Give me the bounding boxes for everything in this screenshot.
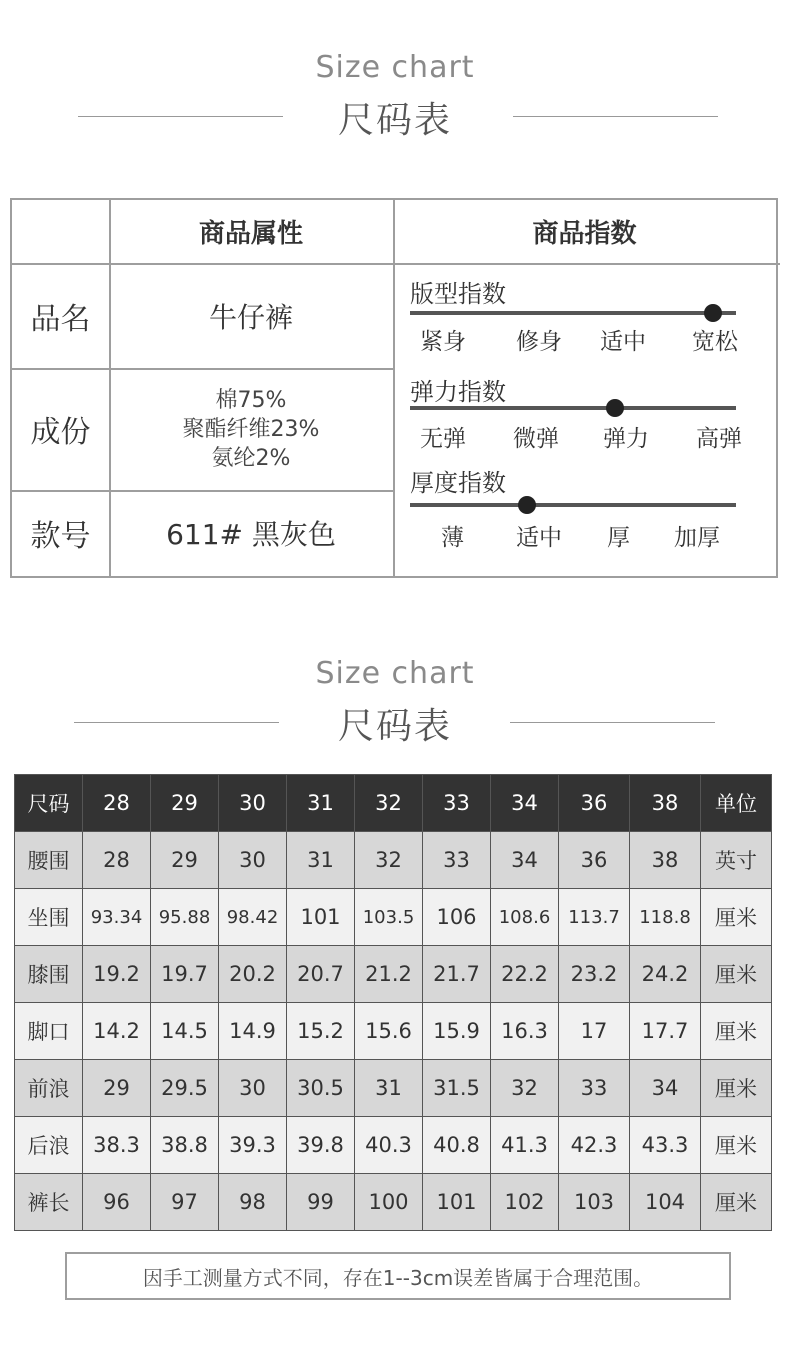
size-column-header: 32 <box>355 775 423 832</box>
measurement-value: 38.8 <box>151 1117 219 1174</box>
thickness-index-title: 厚度指数 <box>410 469 506 497</box>
measurement-value: 29.5 <box>151 1060 219 1117</box>
measurement-value: 103 <box>559 1174 630 1231</box>
size-chart-header-top <box>0 50 790 160</box>
measurement-value: 14.2 <box>83 1003 151 1060</box>
measurement-value: 104 <box>630 1174 701 1231</box>
measurement-value: 22.2 <box>491 946 559 1003</box>
table-row <box>15 1117 772 1174</box>
size-column-header: 28 <box>83 775 151 832</box>
composition-line: 氨纶2% <box>211 445 291 471</box>
elastic-index-title: 弹力指数 <box>410 378 506 406</box>
measurement-value: 14.5 <box>151 1003 219 1060</box>
header-divider-right <box>513 116 718 117</box>
measurement-name: 前浪 <box>15 1060 83 1117</box>
measurement-value: 29 <box>151 832 219 889</box>
elastic-index-label: 高弹 <box>696 426 742 452</box>
elastic-index-label: 微弹 <box>513 426 559 452</box>
fit-index-label: 宽松 <box>692 329 738 355</box>
elastic-index-label: 无弹 <box>420 426 466 452</box>
fit-index-title: 版型指数 <box>410 280 506 308</box>
size-chart-header-mid <box>0 656 790 766</box>
measurement-value: 32 <box>355 832 423 889</box>
thickness-index-label: 加厚 <box>674 525 720 551</box>
measurement-value: 101 <box>287 889 355 946</box>
measurement-value: 118.8 <box>630 889 701 946</box>
measurement-value: 98 <box>219 1174 287 1231</box>
fit-index-label: 修身 <box>516 329 562 355</box>
measurement-value: 21.2 <box>355 946 423 1003</box>
measurement-value: 16.3 <box>491 1003 559 1060</box>
measurement-value: 38.3 <box>83 1117 151 1174</box>
measurement-value: 36 <box>559 832 630 889</box>
measurement-value: 24.2 <box>630 946 701 1003</box>
measurement-value: 113.7 <box>559 889 630 946</box>
product-attribute-table <box>10 198 778 578</box>
size-column-header: 31 <box>287 775 355 832</box>
measurement-unit: 厘米 <box>701 946 772 1003</box>
measurement-value: 31 <box>287 832 355 889</box>
size-column-header: 34 <box>491 775 559 832</box>
header-divider-right <box>510 722 715 723</box>
measurement-name: 腰围 <box>15 832 83 889</box>
table-row <box>15 889 772 946</box>
measurement-value: 40.8 <box>423 1117 491 1174</box>
size-column-header: 36 <box>559 775 630 832</box>
measurement-value: 21.7 <box>423 946 491 1003</box>
table-row <box>15 1003 772 1060</box>
attr-value-name: 牛仔裤 <box>208 300 293 334</box>
header-title-en: Size chart <box>315 656 475 691</box>
attr-label-name: 品名 <box>30 301 91 337</box>
fit-index-label: 紧身 <box>420 329 466 355</box>
measurement-value: 31.5 <box>423 1060 491 1117</box>
measurement-value: 106 <box>423 889 491 946</box>
measurement-name: 裤长 <box>15 1174 83 1231</box>
thickness-index-label: 厚 <box>607 525 630 551</box>
measurement-value: 102 <box>491 1174 559 1231</box>
measurement-unit: 厘米 <box>701 889 772 946</box>
composition-line: 聚酯纤维23% <box>182 416 320 442</box>
size-table-header-row <box>15 775 772 832</box>
fit-index-bar <box>410 311 736 315</box>
measurement-name: 后浪 <box>15 1117 83 1174</box>
measurement-value: 33 <box>423 832 491 889</box>
measurement-value: 19.7 <box>151 946 219 1003</box>
measurement-value: 96 <box>83 1174 151 1231</box>
measurement-value: 34 <box>630 1060 701 1117</box>
measurement-value: 15.2 <box>287 1003 355 1060</box>
size-column-header: 38 <box>630 775 701 832</box>
measurement-value: 98.42 <box>219 889 287 946</box>
attr-column-header: 商品属性 <box>198 219 303 249</box>
table-row <box>15 946 772 1003</box>
table-row <box>15 1174 772 1231</box>
index-column-header: 商品指数 <box>532 219 637 249</box>
measurement-value: 43.3 <box>630 1117 701 1174</box>
attr-value-style-no: 611# 黑灰色 <box>166 518 336 551</box>
measurement-value: 42.3 <box>559 1117 630 1174</box>
measurement-unit: 厘米 <box>701 1117 772 1174</box>
size-header-cell: 尺码 <box>15 775 83 832</box>
table-row <box>15 832 772 889</box>
measurement-unit: 厘米 <box>701 1174 772 1231</box>
attr-label-style-no: 款号 <box>30 519 91 554</box>
measurement-value: 17 <box>559 1003 630 1060</box>
elastic-index-bar <box>410 406 736 410</box>
measurement-value: 95.88 <box>151 889 219 946</box>
measurement-note: 因手工测量方式不同，存在1--3cm误差皆属于合理范围。 <box>65 1252 731 1300</box>
measurement-value: 39.3 <box>219 1117 287 1174</box>
size-column-header: 30 <box>219 775 287 832</box>
measurement-name: 脚口 <box>15 1003 83 1060</box>
unit-header-cell: 单位 <box>701 775 772 832</box>
measurement-value: 41.3 <box>491 1117 559 1174</box>
measurement-value: 100 <box>355 1174 423 1231</box>
measurement-value: 30 <box>219 1060 287 1117</box>
measurement-value: 99 <box>287 1174 355 1231</box>
size-column-header: 33 <box>423 775 491 832</box>
measurement-value: 31 <box>355 1060 423 1117</box>
attr-value-composition <box>109 368 393 490</box>
header-title-en: Size chart <box>315 50 475 85</box>
elastic-index-label: 弹力 <box>603 426 649 452</box>
measurement-value: 103.5 <box>355 889 423 946</box>
size-table <box>14 774 772 1231</box>
measurement-value: 15.9 <box>423 1003 491 1060</box>
measurement-value: 97 <box>151 1174 219 1231</box>
measurement-value: 93.34 <box>83 889 151 946</box>
measurement-value: 15.6 <box>355 1003 423 1060</box>
measurement-value: 20.2 <box>219 946 287 1003</box>
header-title-cn: 尺码表 <box>337 706 452 747</box>
measurement-value: 28 <box>83 832 151 889</box>
measurement-unit: 英寸 <box>701 832 772 889</box>
measurement-value: 108.6 <box>491 889 559 946</box>
measurement-value: 29 <box>83 1060 151 1117</box>
measurement-unit: 厘米 <box>701 1060 772 1117</box>
fit-index-label: 适中 <box>600 329 646 355</box>
measurement-value: 14.9 <box>219 1003 287 1060</box>
measurement-value: 17.7 <box>630 1003 701 1060</box>
table-row <box>15 1060 772 1117</box>
measurement-value: 34 <box>491 832 559 889</box>
header-title-cn: 尺码表 <box>337 100 452 141</box>
measurement-value: 33 <box>559 1060 630 1117</box>
thickness-index-label: 薄 <box>441 525 464 551</box>
measurement-value: 30 <box>219 832 287 889</box>
measurement-value: 101 <box>423 1174 491 1231</box>
thickness-index-bar <box>410 503 736 507</box>
measurement-value: 38 <box>630 832 701 889</box>
measurement-value: 23.2 <box>559 946 630 1003</box>
measurement-name: 坐围 <box>15 889 83 946</box>
measurement-name: 膝围 <box>15 946 83 1003</box>
measurement-unit: 厘米 <box>701 1003 772 1060</box>
size-column-header: 29 <box>151 775 219 832</box>
measurement-value: 40.3 <box>355 1117 423 1174</box>
measurement-value: 20.7 <box>287 946 355 1003</box>
attr-label-composition: 成份 <box>30 415 91 450</box>
measurement-value: 30.5 <box>287 1060 355 1117</box>
composition-line: 棉75% <box>215 387 287 413</box>
thickness-index-label: 适中 <box>516 525 562 551</box>
measurement-value: 19.2 <box>83 946 151 1003</box>
measurement-value: 32 <box>491 1060 559 1117</box>
measurement-value: 39.8 <box>287 1117 355 1174</box>
